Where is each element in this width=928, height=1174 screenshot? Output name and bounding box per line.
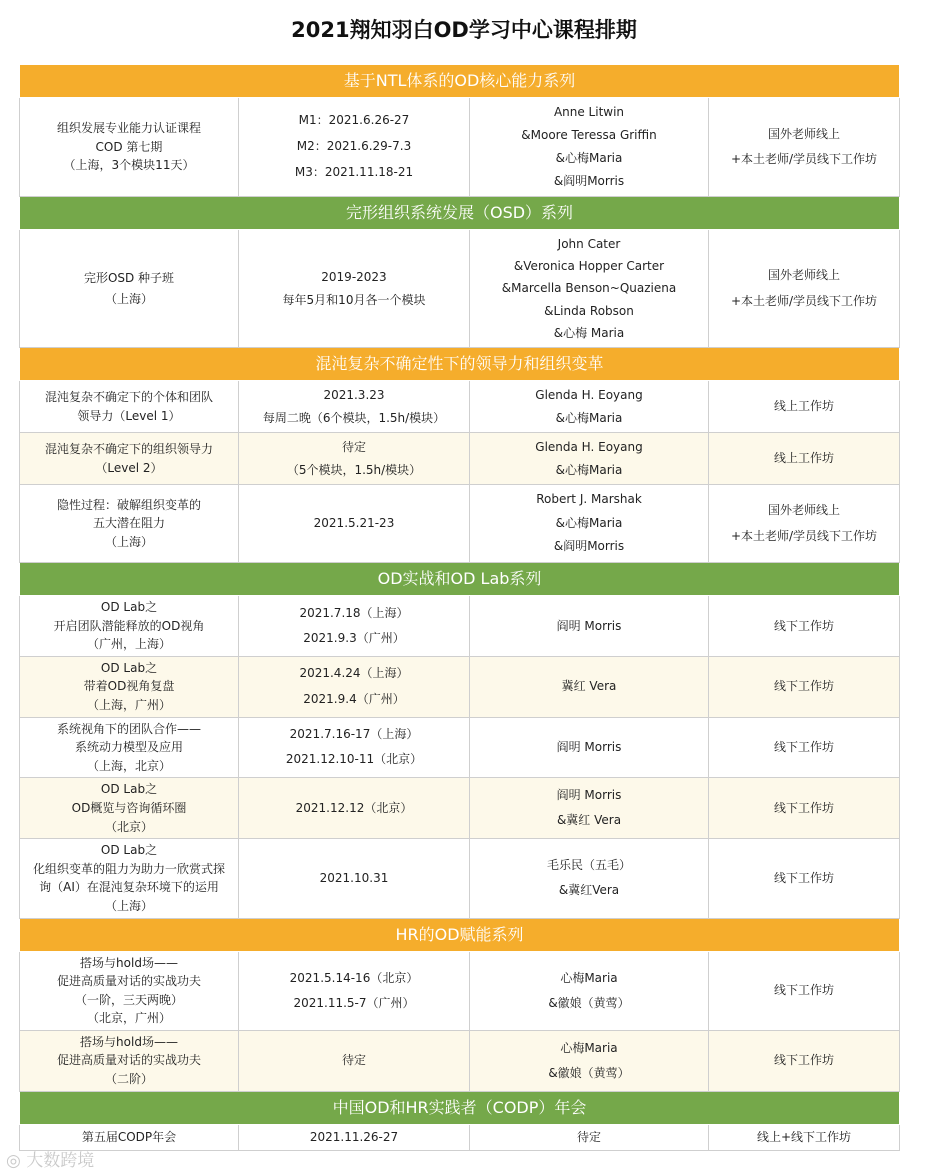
- dates-cell: 2021.7.16-17（上海） 2021.12.10-11（北京）: [239, 717, 470, 778]
- table-row: [20, 98, 900, 197]
- teachers-cell: 阎明 Morris: [470, 717, 709, 778]
- teachers-cell: Anne Litwin &Moore Teressa Griffin &心梅Maria &阎明Morris: [470, 98, 709, 197]
- dates-cell: 2021.11.26-27: [239, 1124, 470, 1150]
- section-title: 混沌复杂不确定性下的领导力和组织变革: [20, 348, 900, 381]
- teachers-cell: 阎明 Morris: [470, 596, 709, 657]
- format-cell: 线下工作坊: [709, 717, 900, 778]
- watermark: [6, 1146, 94, 1171]
- dates-cell: 待定 （5个模块，1.5h/模块）: [239, 433, 470, 485]
- dates-cell: M1：2021.6.26-27 M2：2021.6.29-7.3 M3：2021.11.18-21: [239, 98, 470, 197]
- teachers-cell: 心梅Maria &徽娘（黄莺）: [470, 951, 709, 1030]
- table-row: [20, 839, 900, 918]
- format-cell: 线下工作坊: [709, 1030, 900, 1091]
- table-row: [20, 1124, 900, 1150]
- course-cell: 搭场与hold场—— 促进高质量对话的实战功夫 （一阶，三天两晚） （北京，广州）: [20, 951, 239, 1030]
- course-cell: 组织发展专业能力认证课程 COD 第七期 （上海，3个模块11天）: [20, 98, 239, 197]
- dates-cell: 2021.5.14-16（北京） 2021.11.5-7（广州）: [239, 951, 470, 1030]
- format-cell: 国外老师线上 +本土老师/学员线下工作坊: [709, 230, 900, 348]
- course-cell: OD Lab之 化组织变革的阻力为助力一欣赏式探 询（AI）在混沌复杂环境下的运用 （上海）: [20, 839, 239, 918]
- dates-cell: 2021.10.31: [239, 839, 470, 918]
- section-title: 中国OD和HR实践者（CODP）年会: [20, 1091, 900, 1124]
- table-row: [20, 717, 900, 778]
- table-row: [20, 1030, 900, 1091]
- watermark-text: 大数跨境: [26, 1151, 95, 1171]
- course-cell: 隐性过程：破解组织变革的 五大潜在阻力 （上海）: [20, 485, 239, 563]
- section-header: [20, 197, 900, 230]
- course-cell: OD Lab之 开启团队潜能释放的OD视角 （广州，上海）: [20, 596, 239, 657]
- teachers-cell: Glenda H. Eoyang &心梅Maria: [470, 381, 709, 433]
- section-header: [20, 563, 900, 596]
- section-header: [20, 65, 900, 98]
- course-cell: 系统视角下的团队合作—— 系统动力模型及应用 （上海，北京）: [20, 717, 239, 778]
- format-cell: 线上工作坊: [709, 433, 900, 485]
- dates-cell: 2021.4.24（上海） 2021.9.4（广州）: [239, 656, 470, 717]
- format-cell: 线上工作坊: [709, 381, 900, 433]
- format-cell: 线下工作坊: [709, 596, 900, 657]
- table-row: [20, 656, 900, 717]
- format-cell: 线上+线下工作坊: [709, 1124, 900, 1150]
- course-cell: 混沌复杂不确定下的组织领导力 （Level 2）: [20, 433, 239, 485]
- course-cell: 完形OSD 种子班 （上海）: [20, 230, 239, 348]
- watermark-logo-icon: ◎: [6, 1151, 27, 1171]
- table-row: [20, 596, 900, 657]
- dates-cell: 2021.12.12（北京）: [239, 778, 470, 839]
- course-cell: OD Lab之 带着OD视角复盘 （上海，广州）: [20, 656, 239, 717]
- table-row: [20, 381, 900, 433]
- course-cell: 混沌复杂不确定下的个体和团队 领导力（Level 1）: [20, 381, 239, 433]
- section-header: [20, 918, 900, 951]
- dates-cell: 2021.3.23 每周二晚（6个模块，1.5h/模块）: [239, 381, 470, 433]
- table-row: [20, 230, 900, 348]
- dates-cell: 待定: [239, 1030, 470, 1091]
- course-cell: 搭场与hold场—— 促进高质量对话的实战功夫 （二阶）: [20, 1030, 239, 1091]
- section-title: OD实战和OD Lab系列: [20, 563, 900, 596]
- page-title: 2021翔知羽白OD学习中心课程排期: [291, 18, 637, 42]
- format-cell: 线下工作坊: [709, 778, 900, 839]
- teachers-cell: 毛乐民（五毛） &冀红Vera: [470, 839, 709, 918]
- dates-cell: 2021.5.21-23: [239, 485, 470, 563]
- table-row: [20, 951, 900, 1030]
- section-title: 基于NTL体系的OD核心能力系列: [20, 65, 900, 98]
- section-header: [20, 1091, 900, 1124]
- teachers-cell: 待定: [470, 1124, 709, 1150]
- teachers-cell: 阎明 Morris &冀红 Vera: [470, 778, 709, 839]
- table-row: [20, 485, 900, 563]
- teachers-cell: Glenda H. Eoyang &心梅Maria: [470, 433, 709, 485]
- table-row: [20, 778, 900, 839]
- section-title: HR的OD赋能系列: [20, 918, 900, 951]
- schedule-table: [19, 64, 900, 1151]
- course-cell: OD Lab之 OD概览与咨询循环圈 （北京）: [20, 778, 239, 839]
- section-header: [20, 348, 900, 381]
- teachers-cell: John Cater &Veronica Hopper Carter &Marcella Benson~Quaziena &Linda Robson &心梅 Maria: [470, 230, 709, 348]
- table-row: [20, 433, 900, 485]
- teachers-cell: 冀红 Vera: [470, 656, 709, 717]
- format-cell: 线下工作坊: [709, 839, 900, 918]
- section-title: 完形组织系统发展（OSD）系列: [20, 197, 900, 230]
- format-cell: 国外老师线上 +本土老师/学员线下工作坊: [709, 485, 900, 563]
- teachers-cell: Robert J. Marshak &心梅Maria &阎明Morris: [470, 485, 709, 563]
- teachers-cell: 心梅Maria &徽娘（黄莺）: [470, 1030, 709, 1091]
- format-cell: 线下工作坊: [709, 951, 900, 1030]
- dates-cell: 2019-2023 每年5月和10月各一个模块: [239, 230, 470, 348]
- format-cell: 线下工作坊: [709, 656, 900, 717]
- course-cell: 第五届CODP年会: [20, 1124, 239, 1150]
- format-cell: 国外老师线上 +本土老师/学员线下工作坊: [709, 98, 900, 197]
- dates-cell: 2021.7.18（上海） 2021.9.3（广州）: [239, 596, 470, 657]
